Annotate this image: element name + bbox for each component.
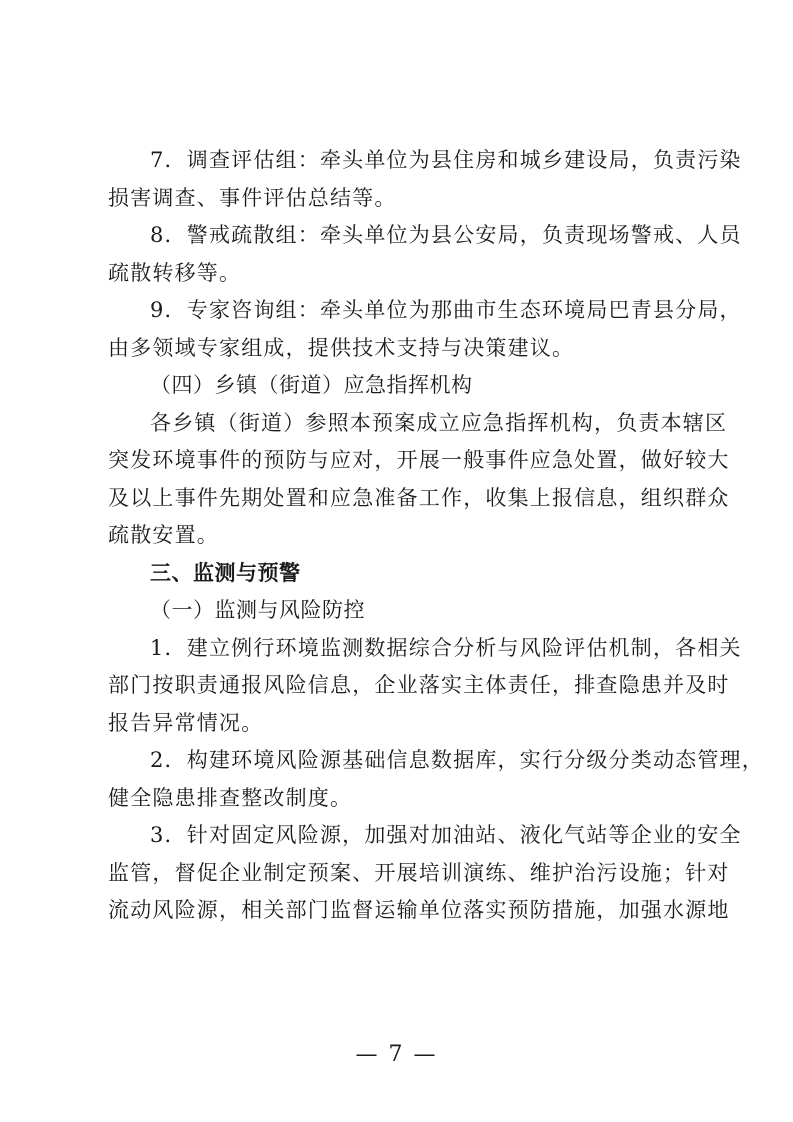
monitor-item-2-line-1: 2．构建环境风险源基础信息数据库，实行分级分类动态管理， xyxy=(150,748,764,772)
township-paragraph-line-4: 疏散安置。 xyxy=(108,523,219,547)
township-paragraph-line-1: 各乡镇（街道）参照本预案成立应急指挥机构，负责本辖区 xyxy=(150,410,728,435)
monitor-item-3-line-2: 监管，督促企业制定预案、开展培训演练、维护治污设施；针对 xyxy=(108,860,730,885)
monitor-item-1-line-3: 报告异常情况。 xyxy=(108,710,264,735)
document-body xyxy=(108,142,764,930)
township-paragraph-line-2: 突发环境事件的预防与应对，开展一般事件应急处置，做好较大 xyxy=(108,448,730,472)
item-9-line-2: 由多领域专家组成，提供技术支持与决策建议。 xyxy=(108,335,575,360)
item-9-line-1: 9．专家咨询组：牵头单位为那曲市生态环境局巴青县分局， xyxy=(150,298,742,322)
monitor-item-2-line-2: 健全隐患排查整改制度。 xyxy=(108,785,353,810)
section-heading-4: （四）乡镇（街道）应急指挥机构 xyxy=(150,373,473,397)
item-8-line-2: 疏散转移等。 xyxy=(108,260,242,285)
monitor-item-3-line-3: 流动风险源，相关部门监督运输单位落实预防措施，加强水源地 xyxy=(108,898,730,922)
item-7-line-2: 损害调查、事件评估总结等。 xyxy=(108,185,397,210)
township-paragraph-line-3: 及以上事件先期处置和应急准备工作，收集上报信息，组织群众 xyxy=(108,485,730,510)
page-number: — 7 — xyxy=(355,1042,438,1067)
section-heading-1: （一）监测与风险防控 xyxy=(150,598,365,622)
item-8-line-1: 8．警戒疏散组：牵头单位为县公安局，负责现场警戒、人员 xyxy=(150,223,742,247)
item-7-line-1: 7．调查评估组：牵头单位为县住房和城乡建设局，负责污染 xyxy=(150,148,742,172)
monitor-item-1-line-2: 部门按职责通报风险信息，企业落实主体责任，排查隐患并及时 xyxy=(108,673,730,697)
chapter-heading-3: 三、监测与预警 xyxy=(150,560,301,585)
monitor-item-3-line-1: 3．针对固定风险源，加强对加油站、液化气站等企业的安全 xyxy=(150,823,742,847)
monitor-item-1-line-1: 1．建立例行环境监测数据综合分析与风险评估机制，各相关 xyxy=(150,635,742,660)
